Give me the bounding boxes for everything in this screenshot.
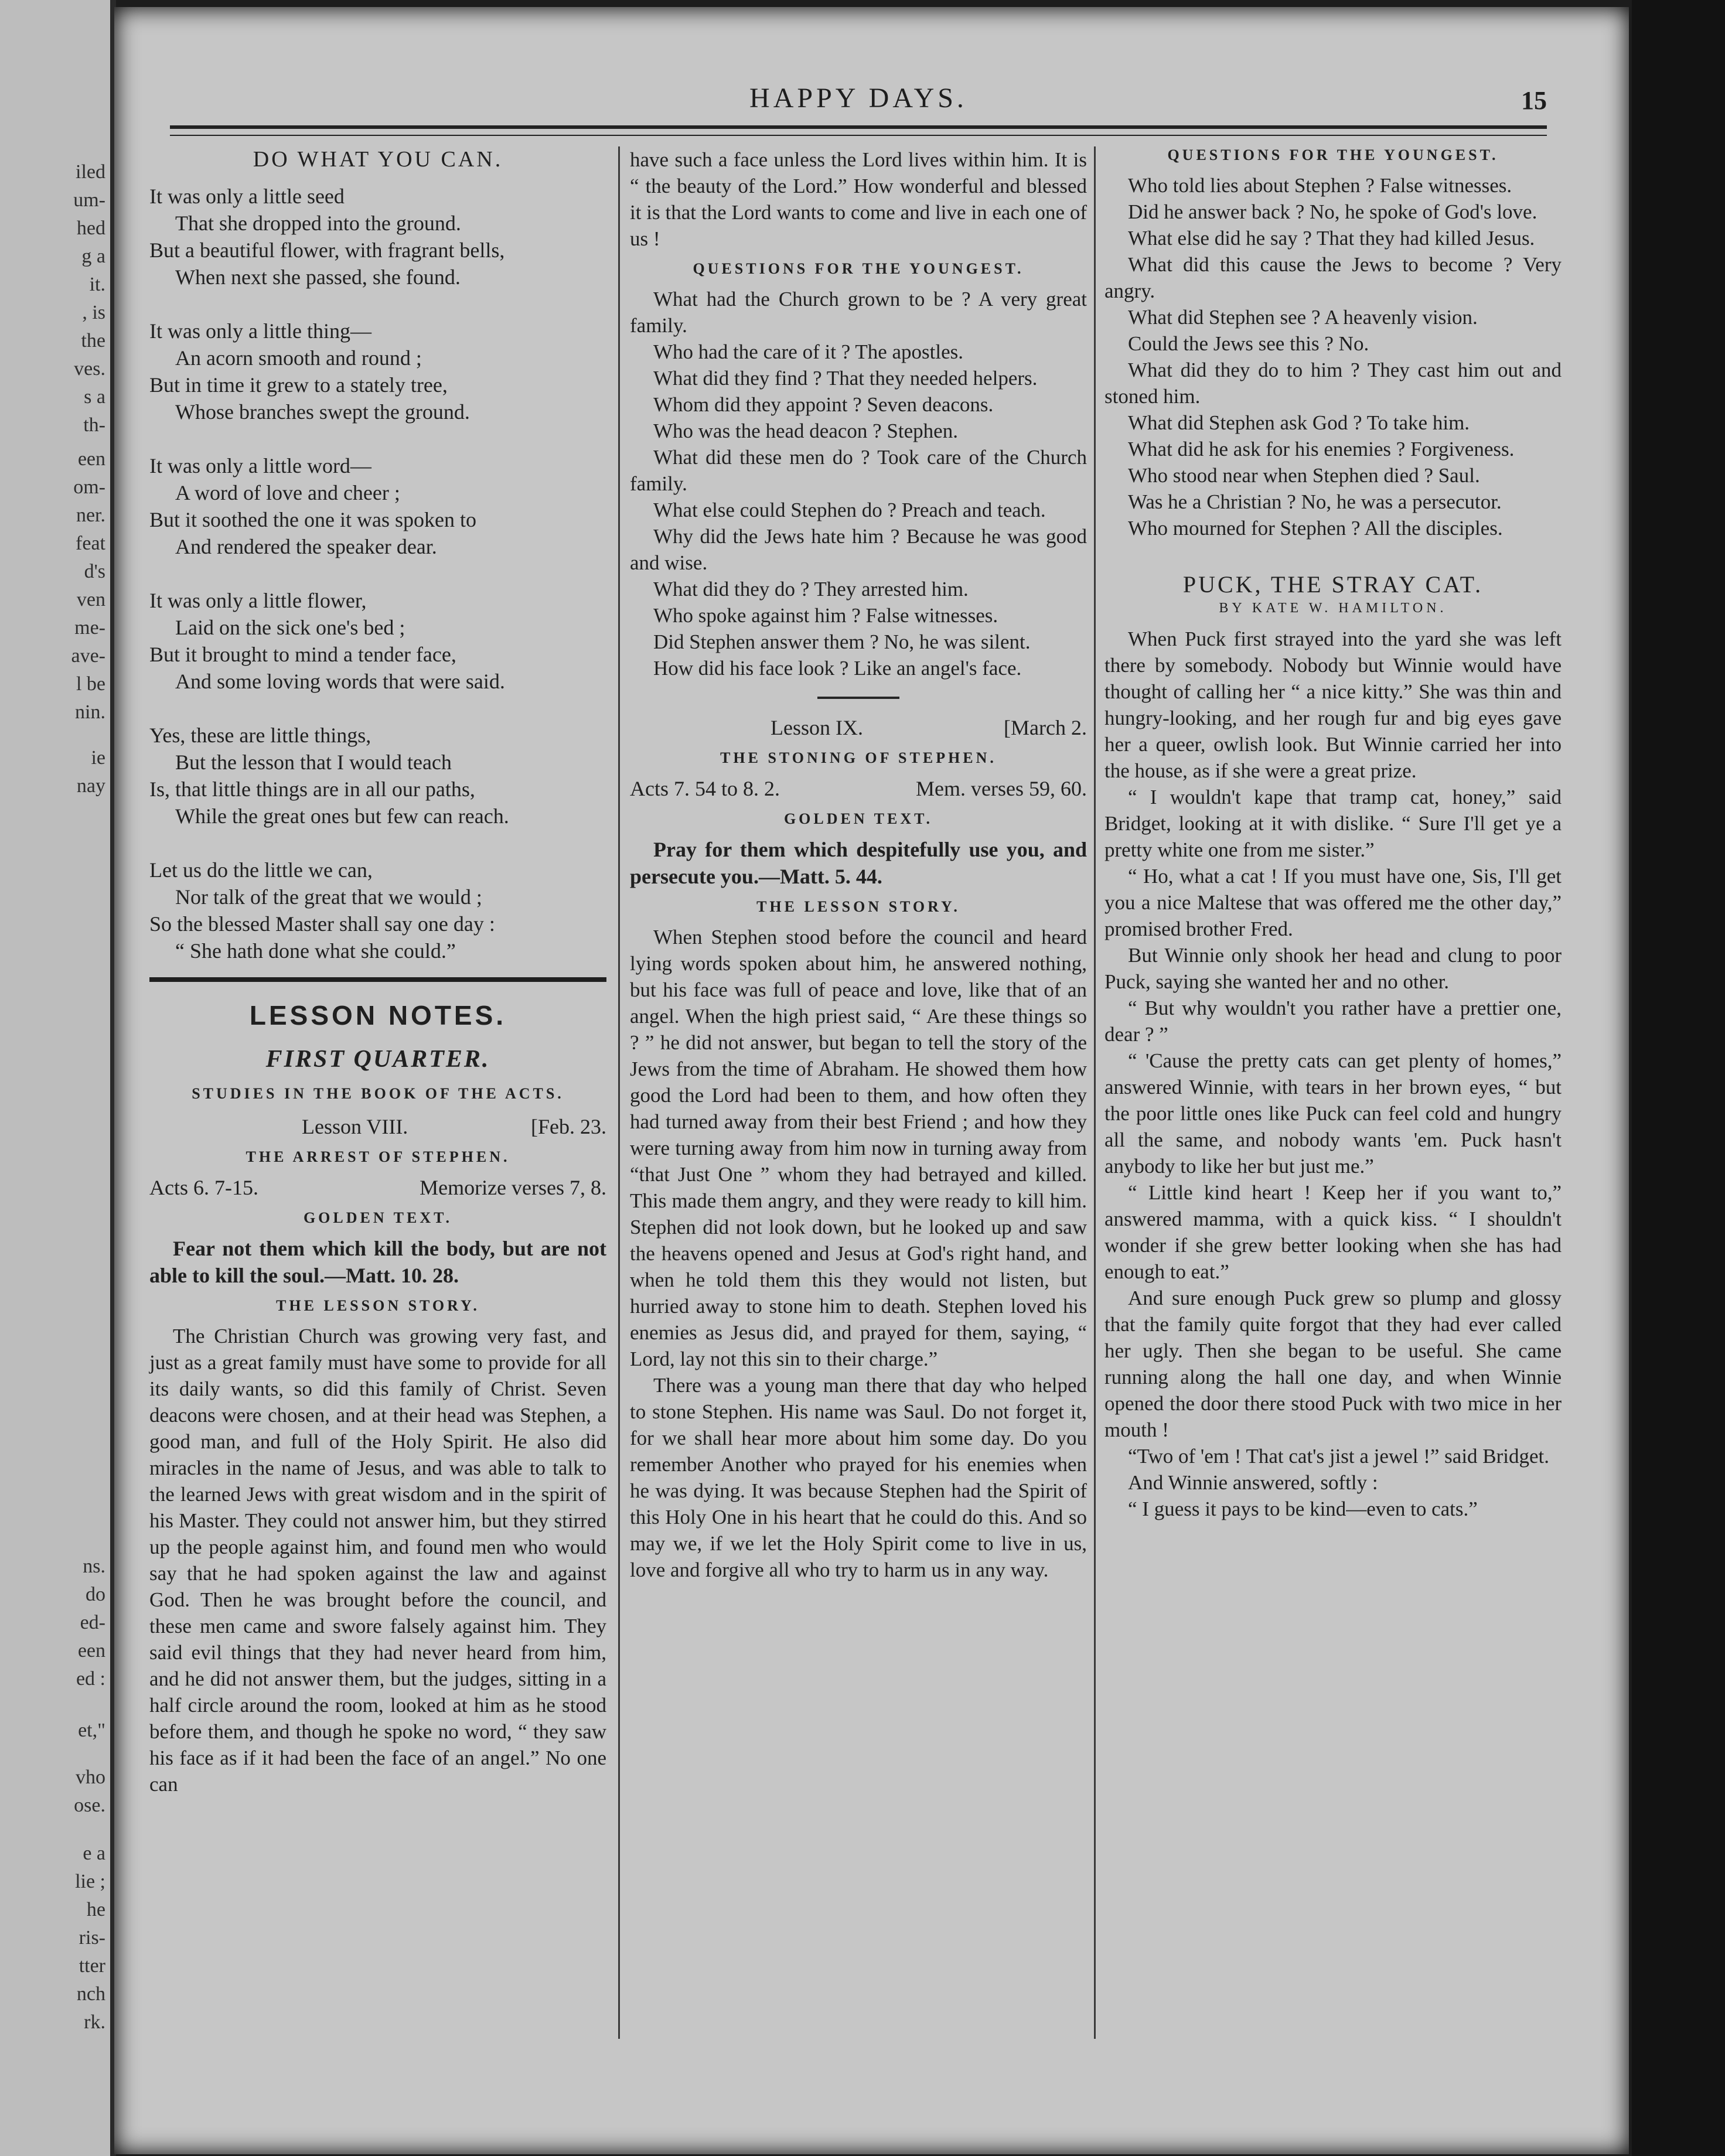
story-paragraph: “ 'Cause the pretty cats can get plenty of homes,” answered Winnie, with tears in her brown eyes, “ but the poor little ones like Puck can feel cold and hungry all the same, and nobody wants 'em. Puck hasn't anybody to like her but just me.” xyxy=(1104,1049,1562,1178)
page-header xyxy=(170,82,1547,123)
lesson-8-reference: Acts 6. 7-15. xyxy=(149,1176,258,1199)
section-rule xyxy=(149,977,606,982)
question-answer: What did they do ? They arrested him. xyxy=(653,578,969,601)
lesson-8-questions-label: QUESTIONS FOR THE YOUNGEST. xyxy=(693,260,1024,277)
adjacent-page-fragment: ns. do ed- een ed : xyxy=(76,1555,105,1690)
poem-line: That she dropped into the ground. xyxy=(175,211,461,235)
poem-line: Nor talk of the great that we would ; xyxy=(175,885,482,909)
lesson-8-memorize: Memorize verses 7, 8. xyxy=(420,1176,606,1199)
adjacent-page-fragment: ie nay xyxy=(76,747,105,797)
publication-title: HAPPY DAYS. xyxy=(749,83,967,114)
lesson-8-story-continued: have such a face unless the Lord lives within him. It is “ the beauty of the Lord.” How wonderful and blessed it is that the Lord wants to come and live in each one of us ! xyxy=(630,148,1087,250)
poem-line: “ She hath done what she could.” xyxy=(175,939,456,963)
poem-line: When next she passed, she found. xyxy=(175,265,461,289)
question-answer: Could the Jews see this ? No. xyxy=(1128,332,1369,355)
lesson-9-reference-line xyxy=(630,775,1087,802)
question-answer: What had the Church grown to be ? A very great family. xyxy=(630,288,1087,337)
poem-line: It was only a little flower, xyxy=(149,589,367,612)
poem-line: And rendered the speaker dear. xyxy=(175,535,437,558)
lesson-9-memorize: Mem. verses 59, 60. xyxy=(916,777,1087,800)
question-answer: Who had the care of it ? The apostles. xyxy=(653,340,964,363)
header-rule xyxy=(170,125,1547,136)
lesson-notes-title: LESSON NOTES. xyxy=(249,1000,507,1031)
poem-body xyxy=(149,183,606,964)
lesson-8-reference-line xyxy=(149,1174,606,1201)
poem-line: So the blessed Master shall say one day : xyxy=(149,912,495,936)
lesson-9-story-label: THE LESSON STORY. xyxy=(756,898,960,915)
question-answer: Was he a Christian ? No, he was a persecutor. xyxy=(1128,490,1502,513)
question-answer: Did he answer back ? No, he spoke of God's love. xyxy=(1128,200,1538,223)
poem-line: It was only a little word— xyxy=(149,454,371,477)
poem-line: And some loving words that were said. xyxy=(175,670,505,693)
poem-stanza xyxy=(149,183,606,291)
poem-stanza xyxy=(149,722,606,830)
lesson-9-reference: Acts 7. 54 to 8. 2. xyxy=(630,777,780,800)
story-paragraph: “Two of 'em ! That cat's jist a jewel !” said Bridget. xyxy=(1128,1445,1550,1468)
story-paragraph: “ I wouldn't kape that tramp cat, honey,” said Bridget, looking at it with dislike. “ Sure I'll get ye a pretty white one from me sister.” xyxy=(1104,786,1562,861)
story-body xyxy=(1104,626,1562,1522)
question-answer: Who was the head deacon ? Stephen. xyxy=(653,419,958,442)
poem-line: But in time it grew to a stately tree, xyxy=(149,373,448,397)
poem-line: It was only a little seed xyxy=(149,185,345,208)
poem-stanza xyxy=(149,318,606,425)
lesson-9-label: Lesson IX. xyxy=(771,716,863,739)
adjacent-page-strip xyxy=(0,0,111,2156)
poem-line: Yes, these are little things, xyxy=(149,724,371,747)
poem-line: But it brought to mind a tender face, xyxy=(149,643,456,666)
divider-rule xyxy=(817,697,899,699)
lesson-8-label: Lesson VIII. xyxy=(302,1115,408,1138)
question-answer: Who spoke against him ? False witnesses. xyxy=(653,604,998,627)
lesson-9-story-paragraph-2: There was a young man there that day who helped to stone Stephen. His name was Saul. Do not forget it, for we shall hear more about him some day. Do you remember Another who prayed for his enemies when he was dying. It was because Stephen had the Spirit of this Holy One in his heart that he could do this. And so may we, if we let the Holy Spirit come to live in us, love and forgive all who try to harm us in any way. xyxy=(630,1374,1087,1581)
poem-line: A word of love and cheer ; xyxy=(175,481,400,504)
lesson-9-questions xyxy=(1104,172,1562,541)
question-answer: Did Stephen answer them ? No, he was silent. xyxy=(653,630,1031,653)
story-paragraph: “ Ho, what a cat ! If you must have one, Sis, I'll get you a nice Maltese that was offered me the other day,” promised brother Fred. xyxy=(1104,865,1562,940)
studies-heading: STUDIES IN THE BOOK OF THE ACTS. xyxy=(192,1085,564,1102)
poem-line: Let us do the little we can, xyxy=(149,858,373,882)
story-paragraph: “ But why wouldn't you rather have a prettier one, dear ? ” xyxy=(1104,997,1562,1046)
lesson-8-story: The Christian Church was growing very fast, and just as a great family must have some to provide for all its daily wants, so did this family of Christ. Seven deacons were chosen, and at their head was Stephen, a good man, and full of the Holy Spirit. He also did miracles in the name of Jesus, and was able to talk to the learned Jews with great wisdom and in the spirit of his Master. They could not answer him, but they stirred up the people against him, and found men who would say that he had spoken against the law and against God. Then he was brought before the council, and these men came and swore falsely against him. They said evil things that they had never heard from him, and he did not answer them, but the judges, sitting in a half circle around the room, looked at him as he stood before them, and though he spoke no word, “ they saw his face as if it had been the face of an angel.” No one can xyxy=(149,1325,606,1796)
poem-line: It was only a little thing— xyxy=(149,319,371,343)
story-paragraph: But Winnie only shook her head and clung to poor Puck, saying she wanted her and no other. xyxy=(1104,944,1562,993)
question-answer: What did Stephen see ? A heavenly vision. xyxy=(1128,306,1478,329)
question-answer: How did his face look ? Like an angel's face. xyxy=(653,657,1022,680)
question-answer: What did they find ? That they needed helpers. xyxy=(653,367,1038,390)
lesson-8-questions xyxy=(630,286,1087,681)
question-answer: What else did he say ? That they had killed Jesus. xyxy=(1128,227,1535,250)
question-answer: What did Stephen ask God ? To take him. xyxy=(1128,411,1470,434)
poem-stanza xyxy=(149,857,606,964)
column-3 xyxy=(1104,146,1562,1522)
question-answer: Who told lies about Stephen ? False witnesses. xyxy=(1128,174,1512,197)
poem-stanza xyxy=(149,587,606,695)
question-answer: What did he ask for his enemies ? Forgiveness. xyxy=(1128,438,1515,460)
question-answer: Whom did they appoint ? Seven deacons. xyxy=(653,393,994,416)
column-rule xyxy=(1094,146,1096,2039)
lesson-9-questions-label: QUESTIONS FOR THE YOUNGEST. xyxy=(1167,146,1499,163)
adjacent-page-fragment: e a lie ; he ris- tter nch rk. xyxy=(75,1843,105,2033)
adjacent-page-fragment: vho ose. xyxy=(74,1766,105,1816)
story-paragraph: And Winnie answered, softly : xyxy=(1128,1471,1378,1494)
story-title: PUCK, THE STRAY CAT. xyxy=(1182,571,1484,598)
lesson-8-golden-text: Fear not them which kill the body, but are not able to kill the soul.—Matt. 10. 28. xyxy=(149,1237,606,1287)
poem-line: While the great ones but few can reach. xyxy=(175,804,509,828)
story-paragraph: When Puck first strayed into the yard she was left there by somebody. Nobody but Winnie would have thought of calling her “ a nice kitty.” She was thin and hungry-looking, and her rough fur and big eyes gave her a queer, owlish look. But Winnie carried her into the house, as if she were a great prize. xyxy=(1104,627,1562,782)
adjacent-page-fragment: et," xyxy=(78,1720,105,1741)
story-byline: BY KATE W. HAMILTON. xyxy=(1219,601,1447,616)
poem-line: Laid on the sick one's bed ; xyxy=(175,616,405,639)
question-answer: Who mourned for Stephen ? All the disciples. xyxy=(1128,517,1503,540)
adjacent-page-fragment: een om- ner. feat d's ven me- ave- l be nin. xyxy=(71,448,105,723)
page-number: 15 xyxy=(1521,86,1547,115)
lesson-9-subject: THE STONING OF STEPHEN. xyxy=(720,749,997,766)
poem-line: But the lesson that I would teach xyxy=(175,750,452,774)
question-answer: What did they do to him ? They cast him out and stoned him. xyxy=(1104,359,1562,408)
lesson-9-golden-text: Pray for them which despitefully use you, and persecute you.—Matt. 5. 44. xyxy=(630,838,1087,888)
story-paragraph: And sure enough Puck grew so plump and glossy that the family quite forgot that they had ever called her ugly. Then she began to be useful. She came running along the hall one day, and when Winnie opened the door there stood Puck with two mice in her mouth ! xyxy=(1104,1287,1562,1441)
scan-background-edge xyxy=(1632,0,1725,2156)
poem-line: Whose branches swept the ground. xyxy=(175,400,470,424)
adjacent-page-fragment: iled um- hed g a it. , is the ves. s a th- xyxy=(73,161,105,436)
question-answer: What did these men do ? Took care of the Church family. xyxy=(630,446,1087,495)
poem-line: An acorn smooth and round ; xyxy=(175,346,422,370)
lesson-8-header xyxy=(149,1113,606,1140)
column-1 xyxy=(149,146,606,1797)
lesson-8-story-label: THE LESSON STORY. xyxy=(276,1297,480,1314)
question-answer: What did this cause the Jews to become ? Very angry. xyxy=(1104,253,1562,302)
quarter-heading: FIRST QUARTER. xyxy=(265,1046,490,1073)
poem-line: But a beautiful flower, with fragrant bells, xyxy=(149,238,505,262)
story-paragraph: “ I guess it pays to be kind—even to cats.” xyxy=(1128,1497,1478,1520)
question-answer: Why did the Jews hate him ? Because he was good and wise. xyxy=(630,525,1087,574)
lesson-9-date: [March 2. xyxy=(1004,716,1087,739)
column-rule xyxy=(618,146,620,2039)
story-paragraph: “ Little kind heart ! Keep her if you want to,” answered mamma, with a quick kiss. “ I shouldn't wonder if she grew better looking when she has had enough to eat.” xyxy=(1104,1181,1562,1283)
lesson-9-header xyxy=(630,714,1087,741)
lesson-9-story-paragraph-1: When Stephen stood before the council and heard lying words spoken about him, he answered nothing, but his face was full of peace and love, like that of an angel. When the high priest said, “ Are these things so ? ” he did not answer, but began to tell the story of the Jews from the time of Abraham. He showed them how good the Lord had been to them, and how often they had turned away from their best Friend ; and how they were turning away from him now in turning away from “that Just One ” whom they had betrayed and killed. This made them angry, and they were ready to kill him. Stephen did not look down, but he looked up and saw the heavens opened and Jesus at God's right hand, and when he told them this they would not listen, but hurried away to stone him to death. Stephen loved his enemies as Jesus did, and prayed for them, saying, “ Lord, lay not this sin to their charge.” xyxy=(630,926,1087,1370)
question-answer: Who stood near when Stephen died ? Saul. xyxy=(1128,464,1480,487)
question-answer: What else could Stephen do ? Preach and teach. xyxy=(653,499,1046,521)
poem-title: DO WHAT YOU CAN. xyxy=(253,147,503,172)
poem-line: But it soothed the one it was spoken to xyxy=(149,508,476,531)
column-2 xyxy=(630,146,1087,1583)
poem-line: Is, that little things are in all our paths, xyxy=(149,777,475,801)
lesson-8-golden-label: GOLDEN TEXT. xyxy=(303,1209,453,1226)
lesson-8-date: [Feb. 23. xyxy=(531,1115,606,1138)
poem-stanza xyxy=(149,452,606,560)
lesson-9-golden-label: GOLDEN TEXT. xyxy=(783,810,933,827)
lesson-8-subject: THE ARREST OF STEPHEN. xyxy=(246,1148,510,1165)
